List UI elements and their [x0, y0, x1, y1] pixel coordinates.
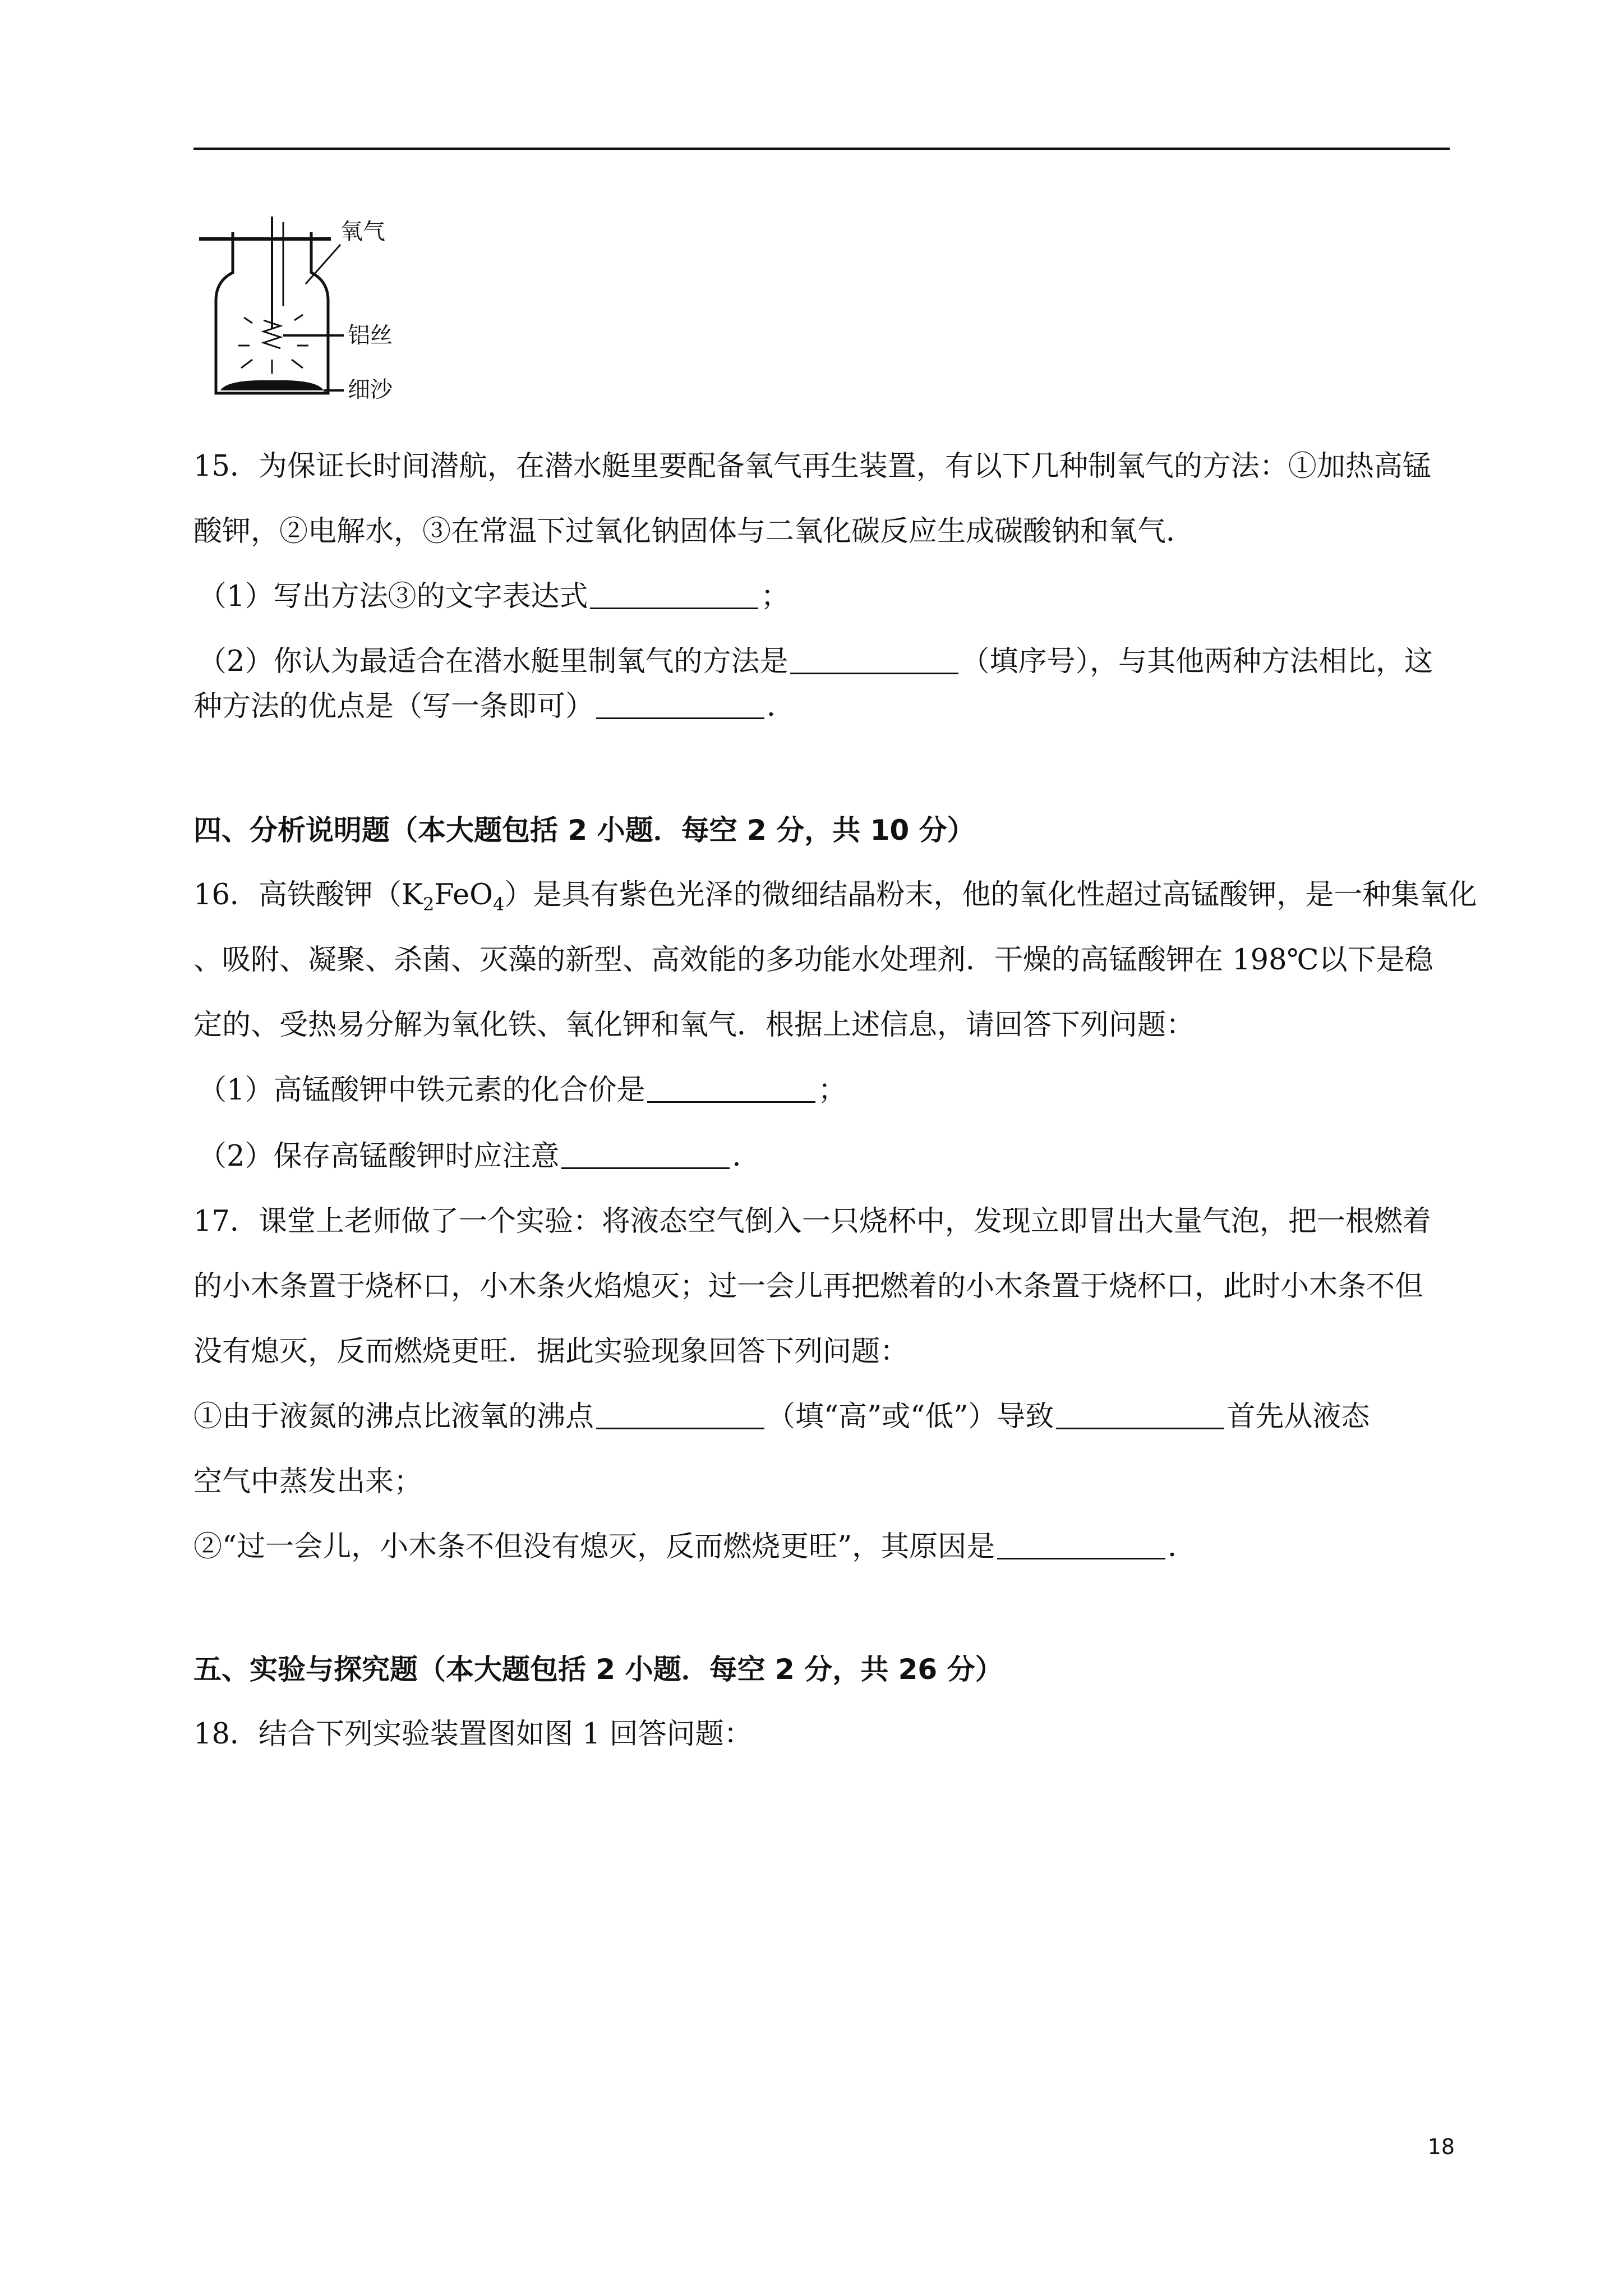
section5-heading: 五、实验与探究题（本大题包括 2 小题．每空 2 分，共 26 分） — [193, 1653, 1003, 1686]
section4-heading: 四、分析说明题（本大题包括 2 小题．每空 2 分，共 10 分） — [193, 814, 975, 846]
answer-blank[interactable] — [997, 1533, 1165, 1559]
oxygen-aluminum-experiment-figure — [193, 205, 440, 401]
answer-blank[interactable] — [561, 1143, 730, 1169]
label-oxygen: 氧气 — [340, 219, 385, 245]
q17-sub1-cont: 空气中蒸发出来； — [193, 1465, 423, 1498]
q17-sub1: ①由于液氮的沸点比液氧的沸点 （填“高”或“低”）导致 首先从液态 — [193, 1400, 1370, 1433]
answer-blank[interactable] — [596, 1403, 764, 1429]
page-number: 18 — [1427, 2134, 1455, 2159]
q16-line3: 定的、受热易分解为氧化铁、氧化钾和氧气．根据上述信息，请回答下列问题： — [193, 1009, 1195, 1042]
q15-sub2-cont: 种方法的优点是（写一条即可） ． — [193, 690, 796, 723]
answer-blank[interactable] — [1056, 1403, 1224, 1429]
q17-sub2: ②“过一会儿，小木条不但没有熄灭，反而燃烧更旺”，其原因是 ． — [193, 1530, 1197, 1563]
figure-drawing — [193, 205, 440, 401]
q18-line1: 18．结合下列实验装置图如图 1 回答问题： — [193, 1718, 753, 1751]
q15-sub2: （2）你认为最适合在潜水艇里制氧气的方法是 （填序号），与其他两种方法相比，这 — [198, 645, 1433, 678]
answer-blank[interactable] — [596, 693, 764, 719]
q16-line1: 16．高铁酸钾$(K_2FeO_4)$是具有紫色光泽的微细结晶粉末，他的氧化性超过高锰酸钾，是一种集氧化 — [193, 878, 1477, 915]
q15-line2: 酸钾，②电解水，③在常温下过氧化钠固体与二氧化碳反应生成碳酸钠和氧气． — [193, 515, 1195, 548]
q17-line2: 的小木条置于烧杯口，小木条火焰熄灭；过一会儿再把燃着的小木条置于烧杯口，此时小木条不但 — [193, 1270, 1424, 1303]
q17-line1: 17．课堂上老师做了一个实验：将液态空气倒入一只烧杯中，发现立即冒出大量气泡，把一根燃着 — [193, 1205, 1431, 1238]
label-aluminum-wire: 铝丝 — [348, 323, 393, 348]
answer-blank[interactable] — [647, 1076, 815, 1103]
q15-sub1: （1）写出方法③的文字表达式 ； — [198, 580, 790, 613]
header-rule — [193, 148, 1450, 150]
q17-line3: 没有熄灭，反而燃烧更旺．据此实验现象回答下列问题： — [193, 1335, 909, 1368]
answer-blank[interactable] — [790, 648, 958, 674]
q16-sub2: （2）保存高锰酸钾时应注意 ． — [198, 1140, 761, 1173]
answer-blank[interactable] — [590, 583, 758, 609]
q16-sub1: （1）高锰酸钾中铁元素的化合价是 ； — [198, 1074, 847, 1107]
q15-line1: 15．为保证长时间潜航，在潜水艇里要配备氧气再生装置，有以下几种制氧气的方法：①加热高锰 — [193, 450, 1431, 483]
q16-line2: 、吸附、凝聚、杀菌、灭藻的新型、高效能的多功能水处理剂．干燥的高锰酸钾在 198℃以下是稳 — [193, 944, 1433, 977]
label-fine-sand: 细沙 — [348, 377, 393, 401]
